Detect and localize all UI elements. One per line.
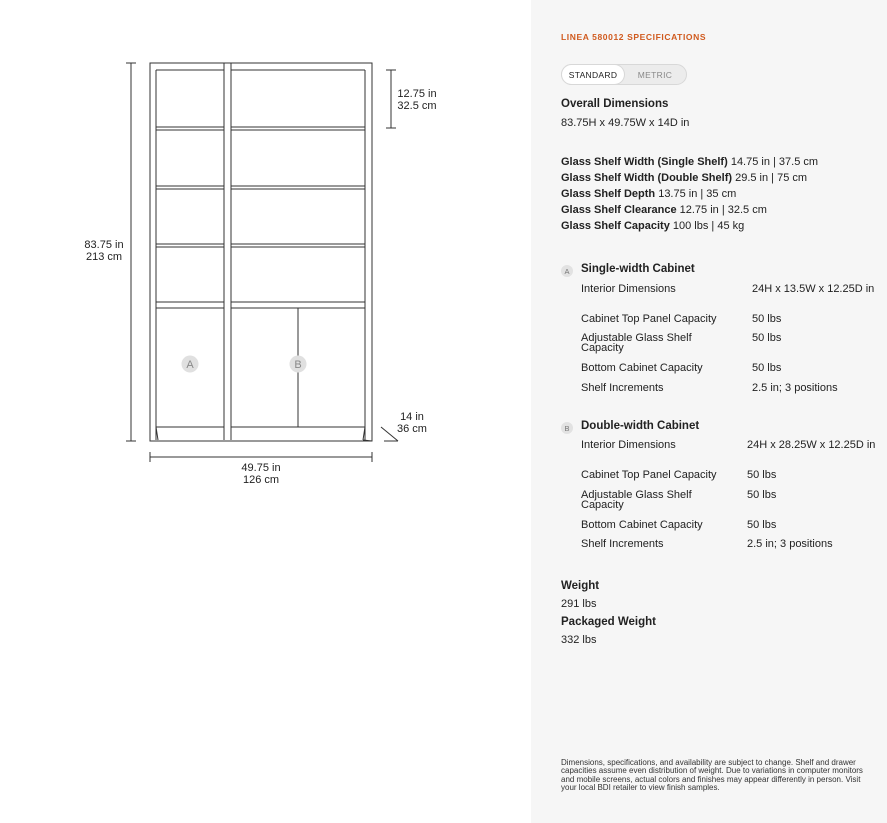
spec-label: Glass Shelf Capacity [561,220,670,232]
metric-unit-option[interactable]: METRIC [637,69,673,80]
specifications-eyebrow: LINEA 580012 SPECIFICATIONS [561,32,707,42]
clearance-dimension-label [394,88,440,112]
standard-unit-option[interactable]: STANDARD [562,65,624,84]
overall-dimensions-heading: Overall Dimensions [561,98,669,110]
weight-heading: Weight [561,580,600,592]
unit-toggle[interactable] [561,64,687,85]
width-dimension-label [231,462,291,486]
cabinet-a-row-value: 50 lbs [752,313,782,325]
cabinet-b-row-label: Interior Dimensions [581,439,676,451]
spec-label: Glass Shelf Clearance [561,204,677,216]
cabinet-b-badge: B [561,422,573,434]
overall-dimensions-value: 83.75H x 49.75W x 14D in [561,117,690,129]
cabinet-b-row-value: 50 lbs [747,469,777,481]
glass-shelf-spec [561,204,767,216]
spec-label: Glass Shelf Width (Double Shelf) [561,172,733,184]
cabinet-b-title: Double-width Cabinet [581,420,700,432]
cabinet-b-row-label: Adjustable Glass Shelf Capacity [581,489,692,511]
cabinet-a-title: Single-width Cabinet [581,263,695,275]
specifications-panel [531,0,887,823]
cabinet-a-row-label: Shelf Increments [581,382,664,394]
cabinet-a-marker-label: A [186,359,194,371]
spec-value: 29.5 in | 75 cm [732,172,808,184]
spec-value: 13.75 in | 35 cm [655,188,737,200]
clearance-inches: 12.75 in [397,88,437,100]
cabinet-b-row-value: 24H x 28.25W x 12.25D in [747,439,876,451]
cabinet-a-row-value: 50 lbs [752,332,782,344]
height-cm: 213 cm [85,251,123,263]
weight-value: 291 lbs [561,598,597,610]
spec-value: 14.75 in | 37.5 cm [727,156,819,168]
specifications-disclaimer: Dimensions, specifications, and availability are subject to change. Shelf and drawer capacities assume even distribution of weight. Due to variations in computer monitors and mobile screens, actual colors and finishes may appear differently in person. Visit your local BDI retailer to view finish samples. [561,758,863,793]
glass-shelf-spec [561,172,807,184]
cabinet-a-row-value: 24H x 13.5W x 12.25D in [752,283,875,295]
cabinet-b-row-label: Bottom Cabinet Capacity [581,519,703,531]
height-inches: 83.75 in [84,239,124,251]
cabinet-b-row-value: 2.5 in; 3 positions [747,538,833,550]
cabinet-a-marker [182,356,199,373]
cabinet-b-marker-label: B [294,359,302,371]
width-inches: 49.75 in [241,462,281,474]
depth-cm: 36 cm [397,423,427,435]
spec-value: 12.75 in | 32.5 cm [676,204,767,216]
cabinet-a-row-value: 2.5 in; 3 positions [752,382,838,394]
depth-inches: 14 in [400,411,424,423]
depth-dimension-label [392,411,432,435]
cabinet-b-row-label: Shelf Increments [581,538,664,550]
height-dimension-label [80,239,128,263]
cabinet-b-row-value: 50 lbs [747,519,777,531]
cabinet-b-marker [290,356,307,373]
cabinet-b-row-label: Cabinet Top Panel Capacity [581,469,717,481]
clearance-cm: 32.5 cm [397,100,437,112]
cabinet-a-row-label: Bottom Cabinet Capacity [581,362,703,374]
cabinet-a-badge: A [561,265,573,277]
cabinet-a-row-label: Cabinet Top Panel Capacity [581,313,717,325]
packaged-weight-heading: Packaged Weight [561,616,657,628]
cabinet-a-row-label: Adjustable Glass Shelf Capacity [581,332,692,354]
width-cm: 126 cm [242,474,280,486]
cabinet-b-row-value: 50 lbs [747,489,777,501]
glass-shelf-spec [561,188,736,200]
glass-shelf-spec [561,156,818,168]
packaged-weight-value: 332 lbs [561,634,597,646]
spec-label: Glass Shelf Depth [561,188,656,200]
spec-label: Glass Shelf Width (Single Shelf) [561,156,728,168]
cabinet-a-row-label: Interior Dimensions [581,283,676,295]
spec-value: 100 lbs | 45 kg [669,220,745,232]
glass-shelf-spec [561,220,744,232]
cabinet-a-row-value: 50 lbs [752,362,782,374]
